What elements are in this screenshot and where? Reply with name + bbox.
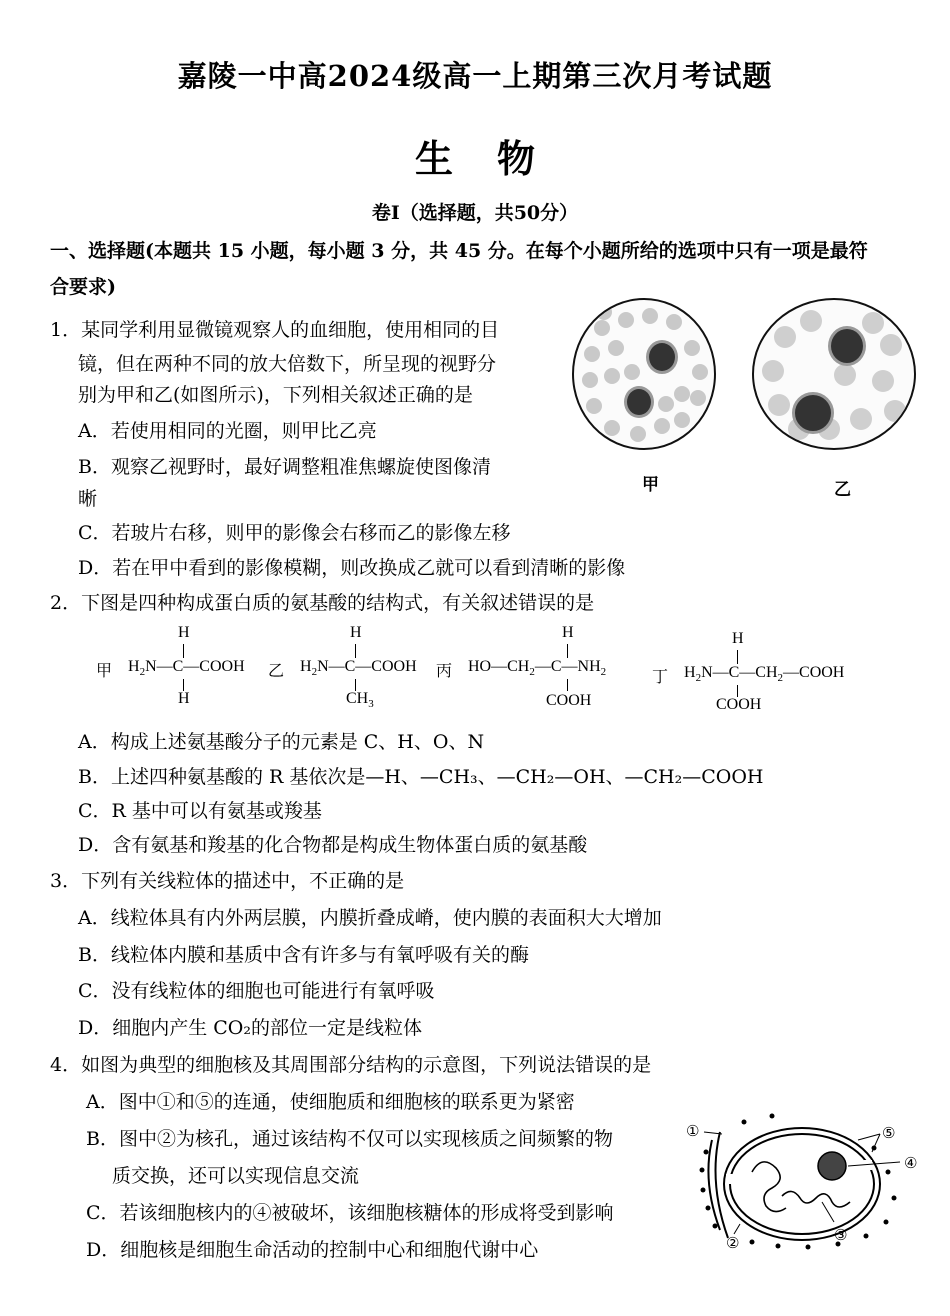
- subject-char-2: 物: [497, 136, 536, 181]
- nucleus-label-3: ③: [834, 1226, 848, 1244]
- q4-option-b-line1: B．图中②为核孔，通过该结构不仅可以实现核质之间频繁的物: [86, 1128, 613, 1150]
- q1-option-b-line2: 晰: [78, 488, 98, 510]
- q4-option-a: A．图中①和⑤的连通，使细胞质和细胞核的联系更为紧密: [86, 1091, 575, 1113]
- section-heading: 卷Ⅰ（选择题，共50分）: [371, 202, 579, 224]
- q3-option-b: B．线粒体内膜和基质中含有许多与有氧呼吸有关的酶: [78, 944, 529, 966]
- nucleus-label-4: ④: [904, 1154, 918, 1172]
- exam-title: 嘉陵一中高2024级高一上期第三次月考试题: [177, 59, 773, 93]
- q1-stem-line3: 别为甲和乙(如图所示)，下列相关叙述正确的是: [78, 384, 473, 406]
- q2-option-b: B．上述四种氨基酸的 R 基依次是—H、—CH₃、—CH₂—OH、—CH₂—COOH: [78, 766, 764, 788]
- part-intro-line1: 一、选择题(本题共 15 小题，每小题 3 分，共 45 分。在每个小题所给的选项中只有一项是最符: [50, 240, 868, 262]
- q3-option-c: C．没有线粒体的细胞也可能进行有氧呼吸: [78, 980, 435, 1002]
- subject-char-1: 生: [414, 136, 453, 181]
- q4-option-c: C．若该细胞核内的④被破坏，该细胞核糖体的形成将受到影响: [86, 1202, 614, 1224]
- q1-stem-line1: 1．某同学利用显微镜观察人的血细胞，使用相同的目: [50, 319, 500, 341]
- figure-label-yi: 乙: [834, 480, 851, 500]
- q4-stem: 4．如图为典型的细胞核及其周围部分结构的示意图，下列说法错误的是: [50, 1054, 652, 1076]
- nucleus-diagram: [682, 1112, 932, 1252]
- amino-acid-label-yi: 乙: [268, 663, 285, 680]
- amino-acid-label-jia: 甲: [96, 663, 113, 680]
- q2-stem: 2．下图是四种构成蛋白质的氨基酸的结构式，有关叙述错误的是: [50, 592, 595, 614]
- q1-option-a: A．若使用相同的光圈，则甲比乙亮: [78, 420, 377, 442]
- q2-option-a: A．构成上述氨基酸分子的元素是 C、H、O、N: [78, 731, 485, 753]
- microscope-field-yi: [752, 298, 916, 450]
- subject-title: [0, 128, 950, 183]
- q3-option-d: D．细胞内产生 CO₂的部位一定是线粒体: [78, 1017, 423, 1039]
- part-intro-line2: 合要求): [50, 276, 116, 298]
- q2-option-d: D．含有氨基和羧基的化合物都是构成生物体蛋白质的氨基酸: [78, 834, 588, 856]
- q4-option-d: D．细胞核是细胞生命活动的控制中心和细胞代谢中心: [86, 1239, 539, 1261]
- nucleus-label-1: ①: [686, 1122, 700, 1140]
- q4-option-b-line2: 质交换，还可以实现信息交流: [112, 1165, 360, 1187]
- q1-option-c: C．若玻片右移，则甲的影像会右移而乙的影像左移: [78, 522, 511, 544]
- q1-option-d: D．若在甲中看到的影像模糊，则改换成乙就可以看到清晰的影像: [78, 557, 626, 579]
- nucleus-label-2: ②: [726, 1234, 740, 1252]
- figure-label-jia: 甲: [642, 475, 659, 495]
- amino-acid-label-bing: 丙: [436, 663, 453, 680]
- nucleus-label-5: ⑤: [882, 1124, 896, 1142]
- q3-option-a: A．线粒体具有内外两层膜，内膜折叠成嵴，使内膜的表面积大大增加: [78, 907, 662, 929]
- q2-option-c: C．R 基中可以有氨基或羧基: [78, 800, 322, 822]
- microscope-field-jia: [572, 298, 716, 450]
- q1-stem-line2: 镜，但在两种不同的放大倍数下，所呈现的视野分: [78, 353, 497, 375]
- q3-stem: 3．下列有关线粒体的描述中，不正确的是: [50, 870, 405, 892]
- q1-option-b-line1: B．观察乙视野时，最好调整粗准焦螺旋使图像清: [78, 456, 491, 478]
- amino-acid-label-ding: 丁: [652, 669, 669, 686]
